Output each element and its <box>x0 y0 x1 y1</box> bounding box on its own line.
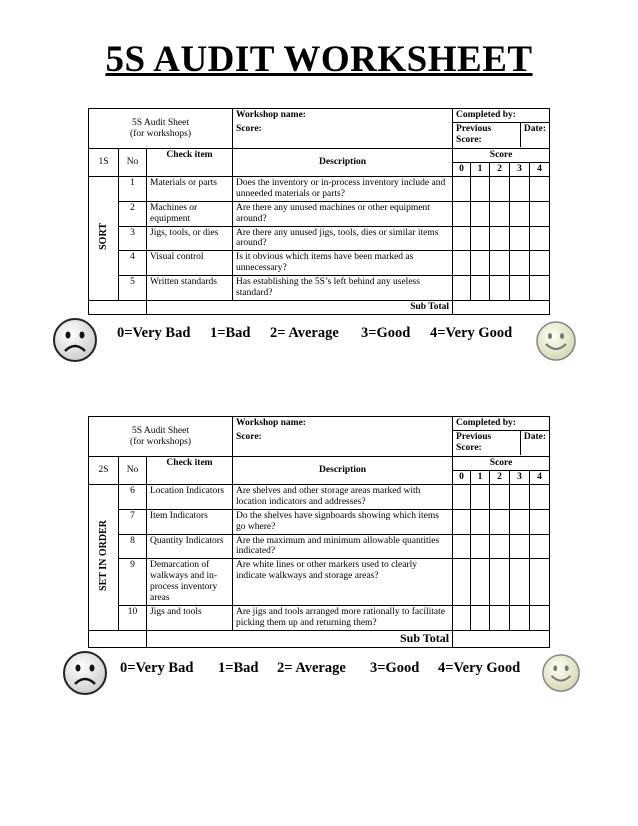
score-cell-1[interactable] <box>471 176 490 201</box>
check-item-header: Check item <box>147 149 233 177</box>
score-cell-2[interactable] <box>490 276 510 301</box>
sheet-title-cell <box>89 417 233 457</box>
subtotal-value[interactable] <box>453 630 550 647</box>
row-number: 1 <box>119 176 147 201</box>
no-header: No <box>119 457 147 485</box>
description-header: Description <box>233 457 453 485</box>
score-cell-2[interactable] <box>490 559 510 606</box>
score-cell-2[interactable] <box>490 176 510 201</box>
score-cell-3[interactable] <box>510 484 530 509</box>
subtotal-value[interactable] <box>453 301 550 315</box>
score-cell-1[interactable] <box>471 606 490 631</box>
check-item: Written standards <box>147 276 233 301</box>
score-cell-1[interactable] <box>471 201 490 226</box>
sad-face-icon <box>62 650 108 696</box>
check-item: Quantity Indicators <box>147 534 233 559</box>
score-cell-4[interactable] <box>530 226 550 251</box>
description: Does the inventory or in-process inventory include and unneeded materials or parts? <box>233 176 453 201</box>
description: Are the maximum and minimum allowable quantities indicated? <box>233 534 453 559</box>
smiley-face-icon <box>535 320 577 362</box>
description: Are there any unused jigs, tools, dies or similar items around? <box>233 226 453 251</box>
score-level-4: 4 <box>530 162 550 176</box>
previous-score-field[interactable]: Score: <box>456 134 482 145</box>
legend-good: 3=Good <box>361 325 411 341</box>
sheet-subtitle: (for workshops) <box>130 128 191 139</box>
score-cell-2[interactable] <box>490 484 510 509</box>
score-level-0: 0 <box>453 470 471 484</box>
table-row <box>89 251 550 276</box>
score-header: Score <box>453 149 550 163</box>
score-cell-2[interactable] <box>490 226 510 251</box>
score-cell-3[interactable] <box>510 534 530 559</box>
table-row <box>89 559 550 606</box>
score-cell-0[interactable] <box>453 484 471 509</box>
table-row <box>89 534 550 559</box>
row-number: 5 <box>119 276 147 301</box>
score-cell-4[interactable] <box>530 534 550 559</box>
score-level-1: 1 <box>471 162 490 176</box>
score-cell-3[interactable] <box>510 176 530 201</box>
legend-good: 3=Good <box>370 660 420 676</box>
score-cell-2[interactable] <box>490 606 510 631</box>
legend-bad: 1=Bad <box>210 325 251 341</box>
row-number: 10 <box>119 606 147 631</box>
legend-average: 2= Average <box>270 325 339 341</box>
row-number: 3 <box>119 226 147 251</box>
score-cell-0[interactable] <box>453 176 471 201</box>
score-cell-1[interactable] <box>471 559 490 606</box>
description-header: Description <box>233 149 453 177</box>
sheet-title: 5S Audit Sheet <box>132 425 190 436</box>
workshop-name-field[interactable]: Workshop name: <box>233 417 453 431</box>
workshop-name-field[interactable]: Workshop name: <box>233 109 453 123</box>
check-item: Jigs and tools <box>147 606 233 631</box>
table-row <box>89 606 550 631</box>
score-cell-2[interactable] <box>490 251 510 276</box>
score-level-0: 0 <box>453 162 471 176</box>
score-cell-0[interactable] <box>453 606 471 631</box>
score-cell-3[interactable] <box>510 251 530 276</box>
row-number: 6 <box>119 484 147 509</box>
score-cell-4[interactable] <box>530 251 550 276</box>
score-cell-1[interactable] <box>471 509 490 534</box>
check-item: Demarcation of walkways and in-process inventory areas <box>147 559 233 606</box>
score-cell-3[interactable] <box>510 276 530 301</box>
score-cell-3[interactable] <box>510 201 530 226</box>
score-cell-1[interactable] <box>471 534 490 559</box>
score-level-4: 4 <box>530 470 550 484</box>
score-level-3: 3 <box>510 162 530 176</box>
section-name: SORT <box>97 223 109 250</box>
score-cell-3[interactable] <box>510 606 530 631</box>
score-level-2: 2 <box>490 162 510 176</box>
score-cell-1[interactable] <box>471 276 490 301</box>
table-row <box>89 201 550 226</box>
legend-very-bad: 0=Very Bad <box>120 660 194 676</box>
score-cell-4[interactable] <box>530 484 550 509</box>
no-header: No <box>119 149 147 177</box>
subtotal-label: Sub Total <box>147 301 453 315</box>
description: Is it obvious which items have been marked as unnecessary? <box>233 251 453 276</box>
score-cell-1[interactable] <box>471 251 490 276</box>
set-in-order-audit-table <box>88 416 550 648</box>
subtotal-label: Sub Total <box>147 630 453 647</box>
score-header: Score <box>453 457 550 471</box>
score-cell-2[interactable] <box>490 534 510 559</box>
table-row <box>89 226 550 251</box>
score-cell-4[interactable] <box>530 176 550 201</box>
section-name: SET IN ORDER <box>97 519 109 591</box>
row-number: 9 <box>119 559 147 606</box>
score-cell-0[interactable] <box>453 534 471 559</box>
score-cell-0[interactable] <box>453 559 471 606</box>
score-cell-3[interactable] <box>510 559 530 606</box>
score-cell-4[interactable] <box>530 509 550 534</box>
legend-very-bad: 0=Very Bad <box>117 325 191 341</box>
score-cell-0[interactable] <box>453 251 471 276</box>
date-field[interactable]: Date: <box>523 432 547 442</box>
check-item: Visual control <box>147 251 233 276</box>
score-cell-3[interactable] <box>510 509 530 534</box>
row-number: 4 <box>119 251 147 276</box>
score-cell-0[interactable] <box>453 201 471 226</box>
sheet-title-cell <box>89 109 233 149</box>
check-item: Materials or parts <box>147 176 233 201</box>
smiley-face-icon <box>541 653 581 693</box>
score-cell-4[interactable] <box>530 201 550 226</box>
score-cell-1[interactable] <box>471 226 490 251</box>
sheet-title: 5S Audit Sheet <box>132 117 190 128</box>
legend-very-good: 4=Very Good <box>430 325 513 341</box>
completed-by-field[interactable]: Completed by: <box>456 110 516 120</box>
previous-label: Previous <box>456 432 492 442</box>
description: Are white lines or other markers used to clearly indicate walkways and storage areas? <box>233 559 453 606</box>
check-item: Machines or equipment <box>147 201 233 226</box>
score-cell-4[interactable] <box>530 606 550 631</box>
score-cell-0[interactable] <box>453 509 471 534</box>
legend-average: 2= Average <box>277 660 346 676</box>
previous-score-field[interactable]: Score: <box>456 442 482 453</box>
row-number: 2 <box>119 201 147 226</box>
row-number: 7 <box>119 509 147 534</box>
score-cell-1[interactable] <box>471 484 490 509</box>
score-cell-4[interactable] <box>530 276 550 301</box>
table-row <box>89 484 550 509</box>
check-item: Item Indicators <box>147 509 233 534</box>
score-cell-4[interactable] <box>530 559 550 606</box>
check-item-header: Check item <box>147 457 233 485</box>
previous-label: Previous <box>456 124 492 134</box>
page-title: 5S AUDIT WORKSHEET <box>105 39 533 80</box>
description: Are shelves and other storage areas marked with location indicators and addresses? <box>233 484 453 509</box>
score-cell-2[interactable] <box>490 201 510 226</box>
completed-by-field[interactable]: Completed by: <box>456 418 516 428</box>
score-level-2: 2 <box>490 470 510 484</box>
legend-very-good: 4=Very Good <box>438 660 521 676</box>
score-field[interactable]: Score: <box>233 123 453 149</box>
check-item: Jigs, tools, or dies <box>147 226 233 251</box>
score-field[interactable]: Score: <box>233 431 453 457</box>
description: Are jigs and tools arranged more rationally to facilitate picking them up and returning them? <box>233 606 453 631</box>
row-number: 8 <box>119 534 147 559</box>
section-code: 1S <box>89 149 119 177</box>
description: Do the shelves have signboards showing which items go where? <box>233 509 453 534</box>
date-field[interactable]: Date: <box>523 124 547 134</box>
score-cell-0[interactable] <box>453 226 471 251</box>
table-row <box>89 509 550 534</box>
score-cell-2[interactable] <box>490 509 510 534</box>
score-level-1: 1 <box>471 470 490 484</box>
table-row <box>89 176 550 201</box>
sad-face-icon <box>52 317 98 363</box>
sheet-subtitle: (for workshops) <box>130 436 191 447</box>
score-cell-3[interactable] <box>510 226 530 251</box>
score-level-3: 3 <box>510 470 530 484</box>
description: Has establishing the 5S’s left behind any useless standard? <box>233 276 453 301</box>
table-row <box>89 276 550 301</box>
score-cell-0[interactable] <box>453 276 471 301</box>
description: Are there any unused machines or other equipment around? <box>233 201 453 226</box>
legend-bad: 1=Bad <box>218 660 259 676</box>
sort-audit-table <box>88 108 550 315</box>
section-code: 2S <box>89 457 119 485</box>
check-item: Location Indicators <box>147 484 233 509</box>
